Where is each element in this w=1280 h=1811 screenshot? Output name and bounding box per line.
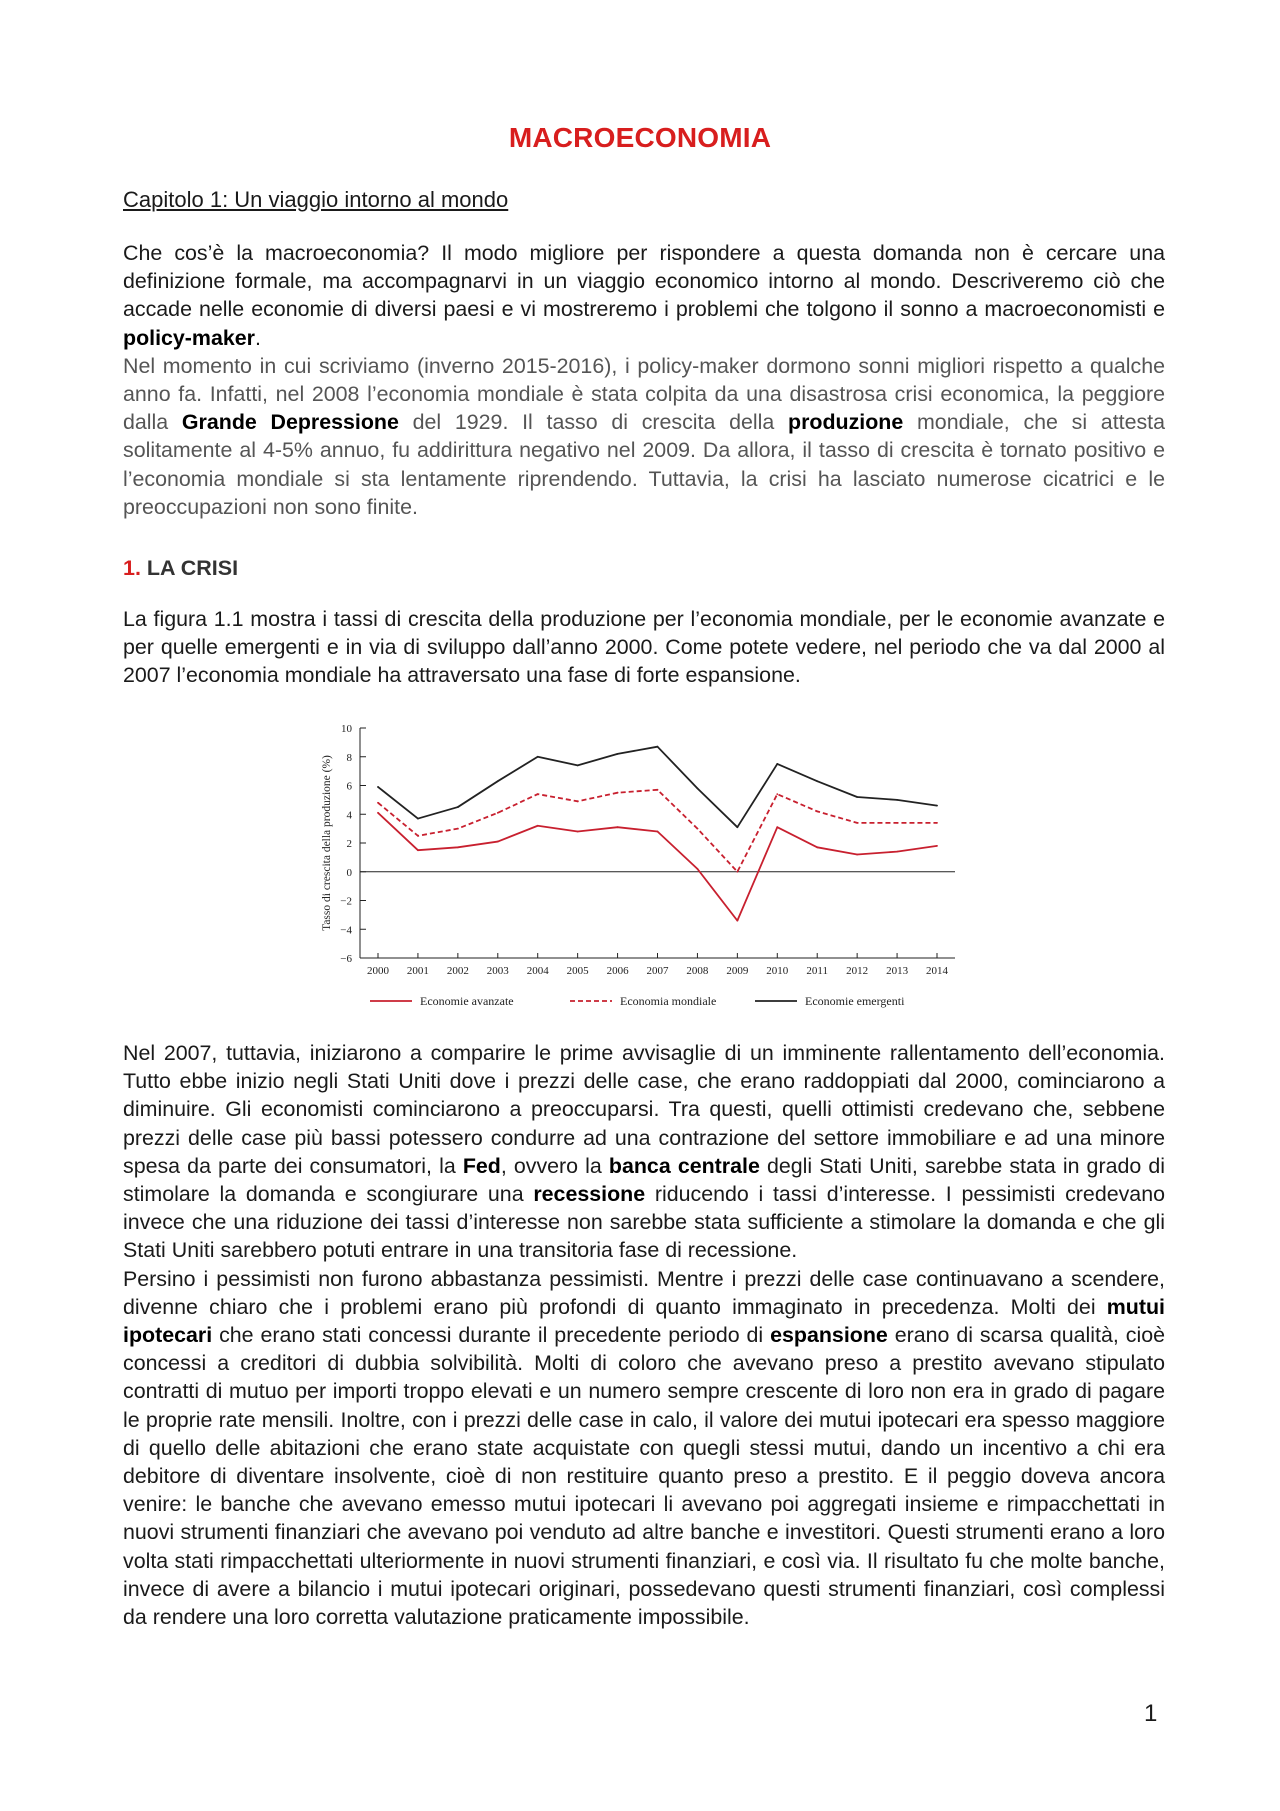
data-point (617, 826, 619, 828)
x-tick-label: 2014 (926, 965, 948, 977)
y-tick-label: 8 (346, 751, 352, 764)
text-run: del 1929. Il tasso di crescita della (398, 410, 789, 435)
text-run: erano di scarsa qualità, cioè concessi a creditori di dubbia solvibilità. Molti di coloro che avevano preso a prestito avevano stipulato contratti di mutuo per importi troppo elevati e un numero sempre crescente di loro non era in grado di pagare le proprie rate mensili. Inoltre, con i prezzi delle case in calo, il valore dei mutui ipotecari era spesso maggiore di quello delle abitazioni che erano state acquistate con quegli stessi mutui, dando un incentivo a chi era debitore di diventare insolvente, cioè di non restituire quanto preso a prestito. E il peggio doveva ancora venire: le banche che avevano emesso mutui ipotecari li avevano poi aggregati insieme e rimpacchettati in nuovi strumenti finanziari che avevano poi venduto ad altre banche e investitori. Questi strumenti erano a loro volta stati rimpacchettati ulteriormente in nuovi strumenti finanziari, e così via. Il risultato fu che molte banche, invece di avere a bilancio i mutui ipotecari originari, possedevano questi strumenti finanziari, così complessi da rendere una loro corretta valutazione praticamente impossibile. (123, 1323, 1165, 1630)
data-point (896, 799, 898, 801)
bold-term: produzione (788, 410, 904, 435)
y-axis-label: Tasso di crescita della produzione (%) (321, 755, 333, 931)
x-tick-label: 2002 (446, 965, 469, 977)
text-run: che erano stati concessi durante il precedente periodo di (212, 1323, 771, 1348)
data-point (537, 825, 539, 827)
data-point (417, 818, 419, 820)
y-tick-label: −4 (340, 924, 352, 937)
data-point (736, 871, 738, 873)
data-point (856, 854, 858, 856)
bold-term: policy-maker (123, 325, 255, 350)
section-heading (123, 556, 238, 581)
data-point (816, 846, 818, 848)
x-tick-label: 2003 (486, 965, 509, 977)
section-number: 1. (123, 556, 141, 580)
legend-label: Economie avanzate (420, 994, 514, 1008)
text-run: riducendo i tassi d’interesse. I pessimisti credevano invece che una riduzione dei tassi d’interesse non sarebbe stata sufficiente a stimolare la domanda e che gli Stati Uniti sarebbero potuti entrare in una transitoria fase di recessione. (123, 1182, 1165, 1263)
x-tick-label: 2007 (646, 965, 669, 977)
text-run: La figura 1.1 mostra i tassi di crescita della produzione per l’economia mondiale, per le economie avanzate e per quelle emergenti e in via di sviluppo dall’anno 2000. Come potete vedere, nel periodo che va dal 2000 al 2007 l’economia mondiale ha attraversato una fase di forte espansione. (123, 607, 1165, 688)
section-intro-text (123, 605, 1165, 690)
data-point (377, 786, 379, 788)
data-point (657, 746, 659, 748)
data-point (457, 806, 459, 808)
data-point (577, 764, 579, 766)
bold-term: Fed (462, 1153, 501, 1178)
text-run: Che cos’è la macroeconomia? Il modo migliore per rispondere a questa domanda non è cercare una definizione formale, ma accompagnarvi in un viaggio economico intorno al mondo. Descriveremo ciò che accade nelle economie di diversi paesi e vi mostreremo i problemi che tolgono il sonno a macroeconomisti e (123, 241, 1165, 322)
body-text (123, 1039, 1165, 1631)
bold-term: mutui ipotecari (123, 1294, 1165, 1348)
y-tick-label: 0 (346, 866, 352, 879)
data-point (856, 822, 858, 824)
data-point (936, 822, 938, 824)
data-point (896, 822, 898, 824)
data-point (697, 787, 699, 789)
legend-label: Economie emergenti (805, 994, 905, 1008)
legend-label: Economia mondiale (620, 994, 717, 1008)
x-tick-label: 2006 (606, 965, 629, 977)
x-tick-label: 2011 (806, 965, 829, 977)
text-run: Persino i pessimisti non furono abbastanza pessimisti. Mentre i prezzi delle case continuavano a scendere, divenne chiaro che i problemi erano più profondi di quanto immaginato in precedenza. Molti dei (123, 1266, 1165, 1319)
data-point (697, 828, 699, 830)
bold-term: Grande Depressione (181, 410, 399, 435)
bold-term: recessione (533, 1182, 646, 1207)
x-tick-label: 2013 (886, 965, 909, 977)
text-run: Nel 2007, tuttavia, iniziarono a comparire le prime avvisaglie di un imminente rallentamento dell’economia. Tutto ebbe inizio negli Stati Uniti dove i prezzi delle case, che erano raddoppiati dal 2000, cominciarono a diminuire. Gli economisti cominciarono a preoccuparsi. Tra questi, quelli ottimisti credevano che, sebbene prezzi delle case più bassi potessero condurre ad una contrazione del settore immobiliare e ad una minore spesa da parte dei consumatori, la (123, 1041, 1165, 1178)
data-point (776, 763, 778, 765)
chapter-title: Capitolo 1: Un viaggio intorno al mondo (123, 187, 509, 212)
data-point (776, 793, 778, 795)
data-point (657, 831, 659, 833)
data-point (417, 835, 419, 837)
x-tick-label: 2010 (766, 965, 789, 977)
data-point (776, 826, 778, 828)
data-point (457, 828, 459, 830)
data-point (537, 756, 539, 758)
data-point (457, 846, 459, 848)
data-point (657, 789, 659, 791)
x-tick-label: 2001 (406, 965, 429, 977)
intro-text (123, 239, 1165, 521)
x-tick-label: 2000 (367, 965, 389, 977)
data-point (497, 780, 499, 782)
data-point (537, 793, 539, 795)
data-point (377, 802, 379, 804)
document-title: MACROECONOMIA (508, 122, 772, 153)
y-tick-label: −6 (340, 953, 352, 965)
data-point (697, 868, 699, 870)
text-run: , ovvero la (500, 1153, 609, 1178)
section-title: LA CRISI (146, 556, 239, 580)
data-point (497, 812, 499, 814)
data-point (936, 805, 938, 807)
data-point (816, 780, 818, 782)
text-run: Nel momento in cui scriviamo (inverno 2015-2016), i policy-maker dormono sonni migliori rispetto a qualche anno fa. Infatti, nel 2008 l’economia mondiale è stata colpita da una disastrosa crisi economica, la peggiore dalla (123, 353, 1165, 435)
bold-term: banca centrale (608, 1153, 760, 1178)
section-paragraph-1 (123, 605, 1165, 690)
data-point (936, 845, 938, 847)
y-tick-label: 2 (346, 838, 352, 850)
growth-rate-chart (310, 718, 978, 1018)
text-run: mondiale, che si attesta solitamente al 4-5% annuo, fu addirittura negativo nel 2009. Da allora, il tasso di crescita è tornato positivo e l’economia mondiale si sta lentamente riprendendo. Tuttavia, la crisi ha lasciato numerose cicatrici e le preoccupazioni non sono finite. (123, 410, 1166, 519)
x-tick-label: 2012 (846, 965, 869, 977)
data-point (417, 849, 419, 851)
data-point (497, 841, 499, 843)
series-line-economie-emergenti (378, 747, 937, 828)
data-point (617, 792, 619, 794)
data-point (617, 753, 619, 755)
data-point (736, 920, 738, 922)
series-line-economie-avanzate (378, 813, 937, 921)
data-point (896, 851, 898, 853)
x-tick-label: 2004 (526, 965, 549, 977)
intro-paragraph-1 (123, 239, 1165, 352)
data-point (736, 826, 738, 828)
y-tick-label: 4 (346, 809, 352, 822)
x-tick-label: 2009 (726, 965, 749, 977)
section-paragraph-2 (123, 1039, 1165, 1265)
section-paragraph-3 (123, 1265, 1165, 1632)
intro-paragraph-2 (123, 352, 1165, 521)
text-run: . (254, 325, 261, 350)
data-point (856, 796, 858, 798)
data-point (816, 810, 818, 812)
bold-term: espansione (770, 1323, 888, 1348)
page-number: 1 (1144, 1700, 1158, 1727)
y-tick-label: 10 (341, 723, 352, 735)
text-run: degli Stati Uniti, sarebbe stata in grado di stimolare la domanda e scongiurare una (123, 1153, 1165, 1207)
x-tick-label: 2008 (686, 965, 709, 977)
y-tick-label: −2 (340, 895, 352, 908)
data-point (577, 831, 579, 833)
data-point (577, 800, 579, 802)
y-tick-label: 6 (346, 780, 352, 793)
data-point (377, 812, 379, 814)
x-tick-label: 2005 (566, 965, 589, 977)
